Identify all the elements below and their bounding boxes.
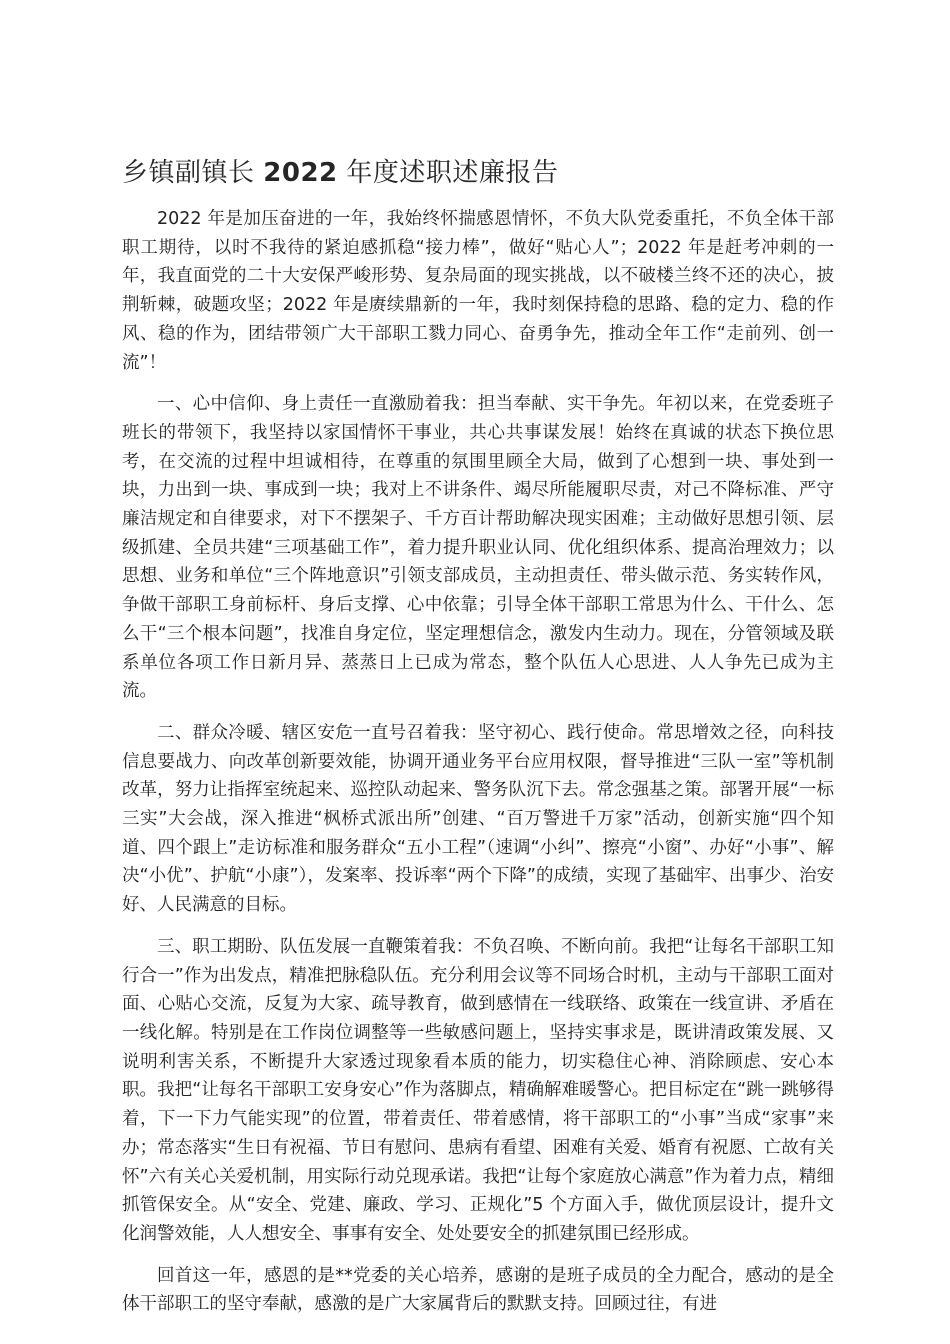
title-suffix: 年度述职述廉报告 xyxy=(337,158,559,188)
paragraph-intro: 2022 年是加压奋进的一年，我始终怀揣感恩情怀，不负大队党委重托，不负全体干部职工期待，以时不我待的紧迫感抓稳“接力棒”，做好“贴心人”；2022 年是赶考冲刺的一年，我直面党的二十大安保严峻形势、复杂局面的现实挑战，以不破楼兰终不还的决心，披荆斩棘，破题攻坚；2022 年是赓续鼎新的一年，我时刻保持稳的思路、稳的定力、稳的作风、稳的作为，团结带领广大干部职工戮力同心、奋勇争先，推动全年工作“走前列、创一流”！ xyxy=(122,209,834,373)
paragraph-section-1: 一、心中信仰、身上责任一直激励着我：担当奉献、实干争先。年初以来，在党委班子班长的带领下，我坚持以家国情怀干事业，共心共事谋发展！始终在真诚的状态下换位思考，在交流的过程中坦诚相待，在尊重的氛围里顾全大局，做到了心想到一块、事处到一块，力出到一块、事成到一块；我对上不讲条件、竭尽所能履职尽责，对己不降标准、严守廉洁规定和自律要求，对下不摆架子、千方百计帮助解决现实困难；主动做好思想引领、层级抓建、全员共建“三项基础工作”，着力提升职业认同、优化组织体系、提高治理效力；以思想、业务和单位“三个阵地意识”引领支部成员，主动担责任、带头做示范、务实转作风，争做干部职工身前标杆、身后支撑、心中依靠；引导全体干部职工常思为什么、干什么、怎么干“三个根本问题”，找准自身定位，坚定理想信念，激发内生动力。现在，分管领域及联系单位各项工作日新月异、蒸蒸日上已成为常态，整个队伍人心思进、人人争先已成为主流。 xyxy=(122,394,834,702)
title-year: 2022 xyxy=(263,158,338,188)
paragraph-closing: 回首这一年，感恩的是**党委的关心培养，感谢的是班子成员的全力配合，感动的是全体干部职工的坚守奉献，感激的是广大家属背后的默默支持。回顾过往，有进 xyxy=(122,1265,834,1315)
paragraph-section-2: 二、群众冷暖、辖区安危一直号召着我：坚守初心、践行使命。常思增效之径，向科技信息要战力、向改革创新要效能，协调开通业务平台应用权限，督导推进“三队一室”等机制改革，努力让指挥室统起来、巡控队动起来、警务队沉下去。常念强基之策。部署开展“一标三实”大会战，深入推进“枫桥式派出所”创建、“百万警进千万家”活动，创新实施“四个知道、四个跟上”走访标准和服务群众“五小工程”（速调“小纠”、擦亮“小窗”、办好“小事”、解决“小优”、护航“小康”），发案率、投诉率“两个下降”的成绩，实现了基础牢、出事少、治安好、人民满意的目标。 xyxy=(122,722,834,916)
document-body xyxy=(122,205,834,1332)
document-title xyxy=(122,153,842,193)
title-prefix: 乡镇副镇长 xyxy=(122,158,264,188)
paragraph-section-3: 三、职工期盼、队伍发展一直鞭策着我：不负召唤、不断向前。我把“让每名干部职工知行合一”作为出发点，精准把脉稳队伍。充分利用会议等不同场合时机，主动与干部职工面对面、心贴心交流，反复为大家、疏导教育，做到感情在一线联络、政策在一线宣讲、矛盾在一线化解。特别是在工作岗位调整等一些敏感问题上，坚持实事求是，既讲清政策发展、又说明利害关系，不断提升大家透过现象看本质的能力，切实稳住心神、消除顾虑、安心本职。我把“让每名干部职工安身安心”作为落脚点，精确解难暖警心。把目标定在“跳一跳够得着，下一下力气能实现”的位置，带着责任、带着感情，将干部职工的“小事”当成“家事”来办；常态落实“生日有祝福、节日有慰问、患病有看望、困难有关爱、婚育有祝愿、亡故有关怀”六有关心关爱机制，用实际行动兑现承诺。我把“让每个家庭放心满意”作为着力点，精细抓管保安全。从“安全、党建、廉政、学习、正规化”5 个方面入手，做优顶层设计，提升文化润警效能，人人想安全、事事有安全、处处要安全的抓建氛围已经形成。 xyxy=(122,936,834,1244)
